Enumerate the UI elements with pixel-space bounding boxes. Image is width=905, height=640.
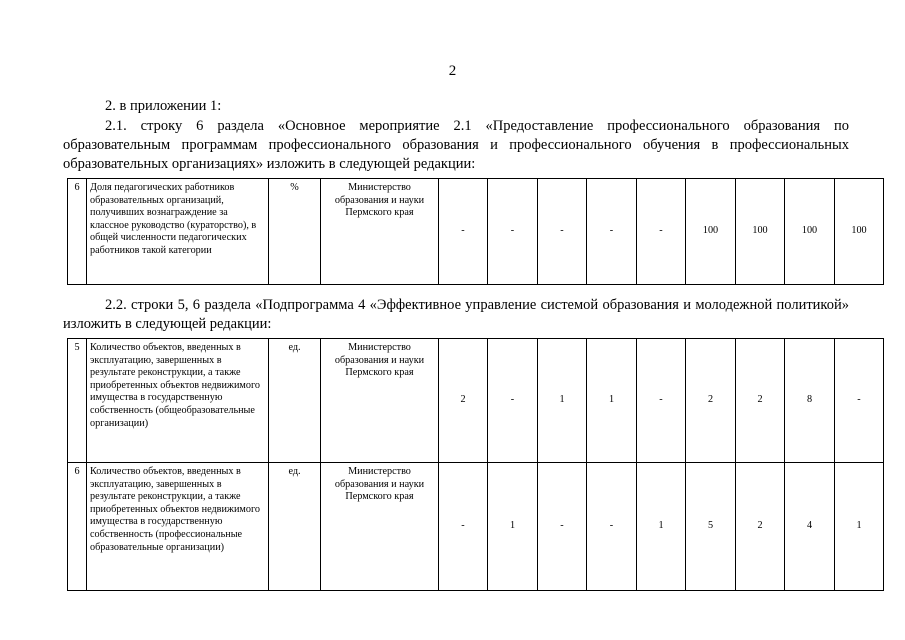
indicator-name: Доля педагогических работников образовательных организаций, получивших вознаграждение за классное руководство (кураторство), в общей численности педагогических работников такой категории xyxy=(87,179,269,285)
value-cell: - xyxy=(439,463,488,591)
value-cell: 100 xyxy=(785,179,835,285)
value-cell: 1 xyxy=(488,463,538,591)
value-cell: 4 xyxy=(785,463,835,591)
value-cell: 1 xyxy=(835,463,884,591)
row-number: 5 xyxy=(68,339,87,463)
value-cell: 2 xyxy=(736,339,785,463)
table-2 xyxy=(67,338,884,591)
value-cell: 8 xyxy=(785,339,835,463)
value-cell: 5 xyxy=(686,463,736,591)
value-cell: 2 xyxy=(686,339,736,463)
unit-cell: % xyxy=(269,179,321,285)
value-cell: 100 xyxy=(835,179,884,285)
table-1 xyxy=(67,178,884,285)
value-cell: 100 xyxy=(686,179,736,285)
value-cell: - xyxy=(835,339,884,463)
intro-paragraph: 2. в приложении 1: xyxy=(105,98,222,114)
unit-cell: ед. xyxy=(269,463,321,591)
value-cell: - xyxy=(488,179,538,285)
item-2-1-paragraph: 2.1. строку 6 раздела «Основное мероприятие 2.1 «Предоставление профессионального образования по образовательным программам профессионального образования и профессионального обучения в профессиональных образовательных организациях» изложить в следующей редакции: xyxy=(63,118,849,172)
page-number: 2 xyxy=(448,63,457,79)
value-cell: - xyxy=(538,179,587,285)
unit-cell: ед. xyxy=(269,339,321,463)
value-cell: - xyxy=(637,339,686,463)
indicator-name: Количество объектов, введенных в эксплуатацию, завершенных в результате реконструкции, а также приобретенных объектов недвижимого имущества в государственную собственность (общеобразовательные организации) xyxy=(87,339,269,463)
table-row xyxy=(68,339,884,463)
item-2-2-paragraph: 2.2. строки 5, 6 раздела «Подпрограмма 4 «Эффективное управление системой образования и молодежной политикой» изложить в следующей редакции: xyxy=(63,297,849,332)
value-cell: 1 xyxy=(538,339,587,463)
row-number: 6 xyxy=(68,463,87,591)
value-cell: - xyxy=(439,179,488,285)
value-cell: 2 xyxy=(736,463,785,591)
value-cell: - xyxy=(637,179,686,285)
value-cell: 1 xyxy=(637,463,686,591)
table-row xyxy=(68,179,884,285)
value-cell: 100 xyxy=(736,179,785,285)
value-cell: - xyxy=(587,179,637,285)
value-cell: - xyxy=(488,339,538,463)
responsible-cell: Министерство образования и науки Пермского края xyxy=(321,179,439,285)
row-number: 6 xyxy=(68,179,87,285)
value-cell: 1 xyxy=(587,339,637,463)
value-cell: 2 xyxy=(439,339,488,463)
indicator-name: Количество объектов, введенных в эксплуатацию, завершенных в результате реконструкции, а также приобретенных объектов недвижимого имущества в государственную собственность (профессиональные образовательные организации) xyxy=(87,463,269,591)
responsible-cell: Министерство образования и науки Пермского края xyxy=(321,339,439,463)
responsible-cell: Министерство образования и науки Пермского края xyxy=(321,463,439,591)
table-row xyxy=(68,463,884,591)
value-cell: - xyxy=(538,463,587,591)
value-cell: - xyxy=(587,463,637,591)
